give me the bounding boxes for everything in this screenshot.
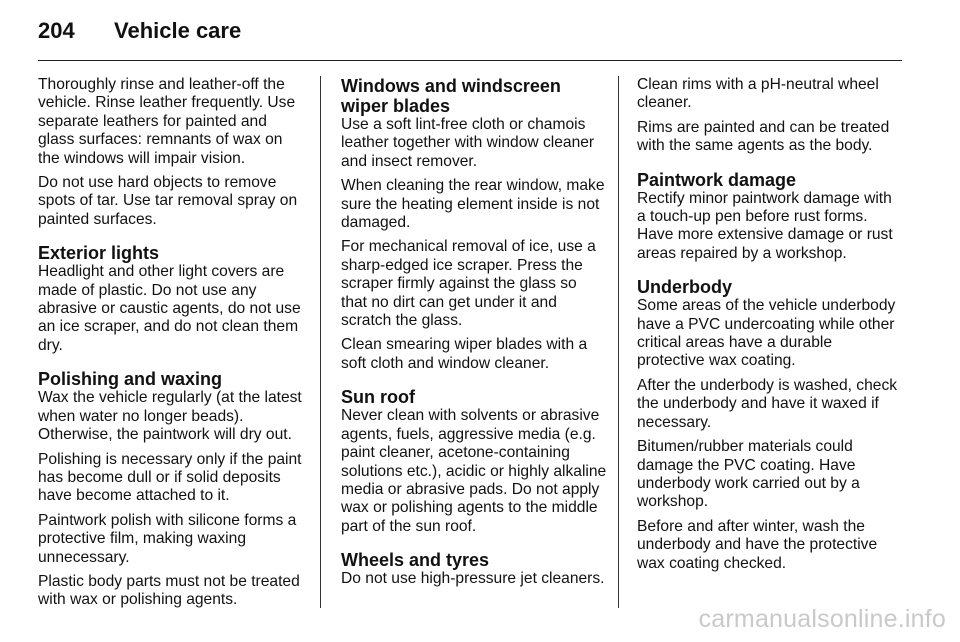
heading-sun-roof: Sun roof	[341, 387, 415, 408]
column-3	[637, 76, 903, 579]
paragraph-polishing-necessary: Polishing is necessary only if the paint has become dull or if solid deposits have become attached to it.	[38, 450, 302, 505]
heading-polishing-waxing: Polishing and waxing	[38, 369, 223, 390]
chapter-title: Vehicle care	[114, 18, 242, 43]
column-divider-right	[618, 76, 619, 608]
heading-windows-wipers: Windows and windscreen wiper blades	[341, 76, 561, 116]
paragraph-winter: Before and after winter, wash the underbody and have the protective wax coating checked.	[637, 517, 878, 572]
paragraph-wax-regularly: Wax the vehicle regularly (at the latest when water no longer beads). Otherwise, the paintwork will dry out.	[38, 389, 302, 444]
column-2	[341, 76, 607, 595]
watermark: carmanualsonline.info	[698, 605, 946, 633]
paragraph-sun-roof: Never clean with solvents or abrasive agents, fuels, aggressive media (e.g. paint cleaner, acetone-containing solutions etc.), acidic or highly alkaline media or abrasive pads. Do not apply wax or polishing agents to the middle part of the sun roof.	[341, 407, 607, 535]
header-rule	[38, 60, 902, 61]
paragraph-rinse: Thoroughly rinse and leather-off the vehicle. Rinse leather frequently. Use separate leathers for painted and glass surfaces: remnants of wax on the windows will impair vision.	[38, 76, 296, 167]
paragraph-plastic-parts: Plastic body parts must not be treated with wax or polishing agents.	[38, 572, 300, 609]
paragraph-rims-painted: Rims are painted and can be treated with the same agents as the body.	[637, 118, 890, 155]
paragraph-silicone-polish: Paintwork polish with silicone forms a protective film, making waxing unnecessary.	[38, 511, 297, 566]
paragraph-pvc-undercoating: Some areas of the vehicle underbody have a PVC undercoating while other critical areas have a durable protective wax coating.	[637, 297, 896, 370]
heading-wheels-tyres: Wheels and tyres	[341, 550, 490, 571]
paragraph-bitumen: Bitumen/rubber materials could damage the PVC coating. Have underbody work carried out by a workshop.	[637, 438, 860, 511]
paragraph-paintwork-damage: Rectify minor paintwork damage with a touch-up pen before rust forms. Have more extensive damage or rust areas repaired by a workshop.	[637, 189, 893, 262]
paragraph-tar: Do not use hard objects to remove spots of tar. Use tar removal spray on painted surfaces.	[38, 174, 298, 228]
page-header	[38, 18, 241, 48]
paragraph-clean-rims: Clean rims with a pH-neutral wheel cleaner.	[637, 76, 879, 112]
paragraph-wiper-blades: Clean smearing wiper blades with a soft cloth and window cleaner.	[341, 336, 588, 372]
paragraph-ice-removal: For mechanical removal of ice, use a sharp-edged ice scraper. Press the scraper firmly against the glass so that no dirt can get under it and scratch the glass.	[341, 238, 596, 330]
page-number: 204	[38, 18, 75, 43]
column-1	[38, 76, 304, 616]
heading-paintwork-damage: Paintwork damage	[637, 169, 797, 190]
heading-exterior-lights: Exterior lights	[38, 243, 160, 264]
heading-underbody: Underbody	[637, 277, 733, 298]
paragraph-high-pressure: Do not use high-pressure jet cleaners.	[341, 570, 605, 588]
column-divider-left	[320, 76, 321, 608]
paragraph-rear-window: When cleaning the rear window, make sure the heating element inside is not damaged.	[341, 177, 605, 232]
paragraph-soft-cloth: Use a soft lint-free cloth or chamois leather together with window cleaner and insect remover.	[341, 116, 595, 170]
paragraph-underbody-washed: After the underbody is washed, check the underbody and have it waxed if necessary.	[637, 376, 898, 431]
paragraph-exterior-lights: Headlight and other light covers are made of plastic. Do not use any abrasive or caustic agents, do not use an ice scraper, and do not clean them dry.	[38, 263, 301, 354]
